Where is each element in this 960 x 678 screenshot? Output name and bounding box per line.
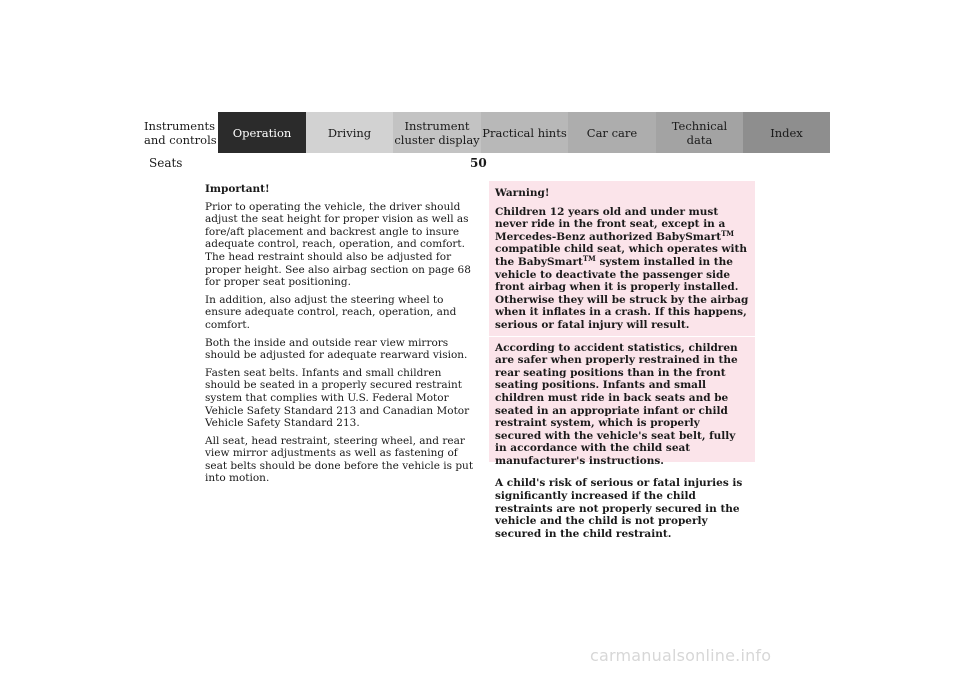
tab-practical-hints[interactable]: Practical hints — [481, 112, 568, 153]
warning-box — [489, 181, 755, 540]
chapter-nav — [130, 112, 830, 153]
important-heading: Important! — [205, 183, 270, 195]
tab-index[interactable]: Index — [743, 112, 830, 153]
trademark-mark: TM — [582, 253, 596, 263]
tab-technical-data[interactable]: Technical data — [656, 112, 743, 153]
trademark-mark: TM — [721, 228, 735, 238]
warning-title: Warning! — [495, 187, 550, 199]
warning-paragraph-statistics: According to accident statistics, children are safer when properly restrained in the rear seating positions than in the front seating positions. Infants and small children must ride in back seats and be seated in an appropriate infant or child restraint system, which is properly secured with the vehicle's seat belt, fully in accordance with the child seat manufacturer's instructions. — [495, 341, 738, 467]
warning-divider — [489, 471, 755, 472]
tab-instruments-and-controls[interactable]: Instruments and controls — [130, 112, 218, 153]
paragraph-steering-wheel: In addition, also adjust the steering wheel to ensure adequate control, reach, operation, and comfort. — [205, 293, 457, 331]
paragraph-seat-adjust: Prior to operating the vehicle, the driver should adjust the seat height for proper vision as well as fore/aft placement and backrest angle to insure adequate control, reach, operation, and comfort. The head restraint should also be adjusted for proper height. See also airbag section on page 68 for proper seat positioning. — [205, 200, 471, 289]
tab-instrument-cluster-display[interactable]: Instrument cluster display — [393, 112, 481, 153]
tab-car-care[interactable]: Car care — [568, 112, 656, 153]
watermark: carmanualsonline.info — [590, 646, 772, 665]
paragraph-before-motion: All seat, head restraint, steering wheel, and rear view mirror adjustments as well as fastening of seat belts should be done before the vehicle is put into motion. — [205, 434, 474, 485]
main-text-column — [205, 183, 475, 490]
paragraph-seat-belts: Fasten seat belts. Infants and small children should be seated in a properly secured restraint system that complies with U.S. Federal Motor Vehicle Safety Standard 213 and Canadian Motor Vehicle Safety Standard 213. — [205, 366, 470, 430]
warning-paragraph-risk: A child's risk of serious or fatal injuries is significantly increased if the child restraints are not properly secured in the vehicle and the child is not properly secured in the child restraint. — [495, 477, 743, 540]
paragraph-mirrors: Both the inside and outside rear view mirrors should be adjusted for adequate rearward vision. — [205, 336, 468, 362]
warning-paragraph-front-seat: Children 12 years old and under must never ride in the front seat, except in a Mercedes-Benz authorized BabySmart™ compatible child seat, which operates with the BabySmart™ system installed in the vehicle to deactivate the passenger side front airbag when it is properly installed. Otherwise they will be struck by the airbag when it inflates in a crash. If this happens, serious or fatal injury will result. — [495, 205, 749, 331]
section-title: Seats — [149, 156, 183, 170]
warning-divider — [489, 336, 755, 337]
tab-driving[interactable]: Driving — [306, 112, 393, 153]
page-number: 50 — [470, 156, 487, 170]
tab-operation[interactable]: Operation — [218, 112, 306, 153]
